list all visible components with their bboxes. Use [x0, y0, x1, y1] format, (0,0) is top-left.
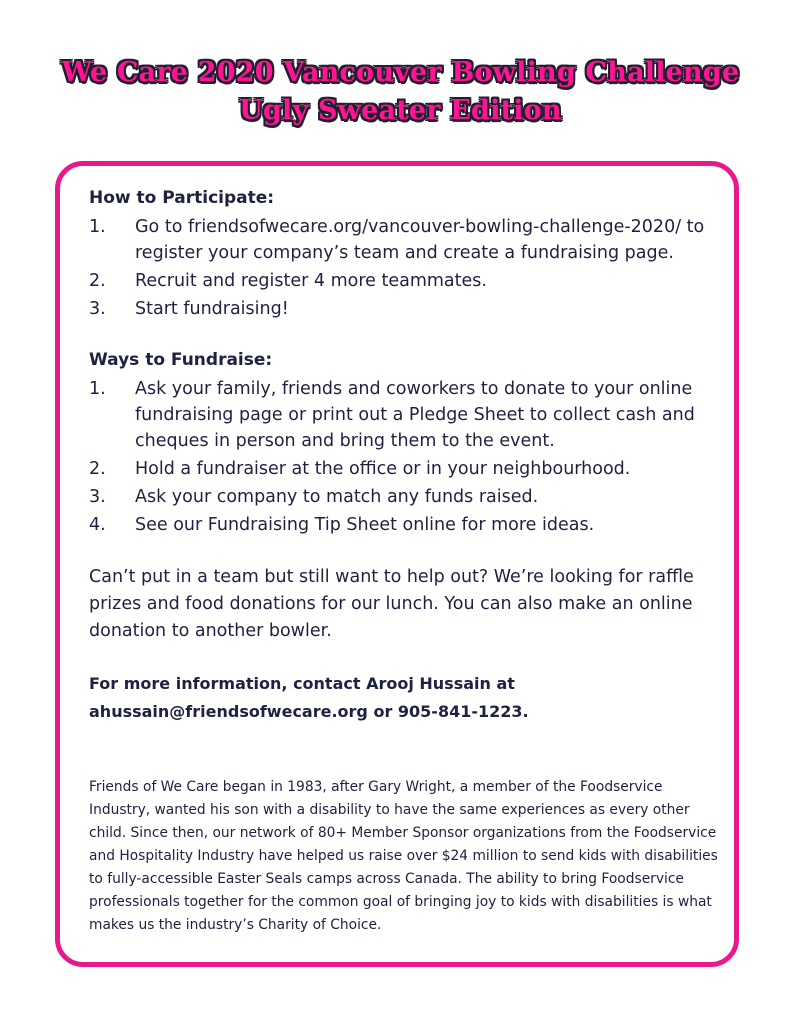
list-item	[89, 214, 719, 266]
list-item-text: Go to friendsofwecare.org/vancouver-bowling-challenge-2020/ to register your company’s team and create a fundraising page.	[135, 217, 705, 263]
participate-list	[89, 214, 719, 322]
list-item-text: Recruit and register 4 more teammates.	[135, 271, 487, 291]
list-item-text: Hold a fundraiser at the office or in your neighbourhood.	[135, 459, 631, 479]
page-title	[0, 54, 801, 130]
list-number: 4.	[89, 515, 106, 535]
info-card-content	[89, 186, 719, 937]
fundraise-heading: Ways to Fundraise:	[89, 350, 273, 370]
list-number: 3.	[89, 299, 106, 319]
list-item	[89, 484, 719, 510]
title-line-2: Ugly Sweater Edition	[239, 95, 562, 126]
contact-info: For more information, contact Arooj Hussain at ahussain@friendsofwecare.org or 905-841-1223.	[89, 674, 529, 721]
list-item-text: Ask your family, friends and coworkers to donate to your online fundraising page or print out a Pledge Sheet to collect cash and cheques in person and bring them to the event.	[135, 379, 695, 451]
fundraise-list	[89, 376, 719, 538]
list-item	[89, 376, 719, 454]
about-paragraph: Friends of We Care began in 1983, after Gary Wright, a member of the Foodservice Industry, wanted his son with a disability to have the same experiences as every other child. Since then, our network of 80+ Member Sponsor organizations from the Foodservice and Hospitality Industry have helped us raise over $24 million to send kids with disabilities to fully-accessible Easter Seals camps across Canada. The ability to bring Foodservice professionals together for the common goal of bringing joy to kids with disabilities is what makes us the industry’s Charity of Choice.	[89, 779, 718, 933]
participate-heading: How to Participate:	[89, 188, 275, 208]
list-item	[89, 512, 719, 538]
help-out-paragraph: Can’t put in a team but still want to help out? We’re looking for raffle prizes and food donations for our lunch. You can also make an online donation to another bowler.	[89, 567, 694, 641]
list-item	[89, 456, 719, 482]
list-item-text: Ask your company to match any funds raised.	[135, 487, 539, 507]
list-item	[89, 268, 719, 294]
list-item	[89, 296, 719, 322]
list-number: 2.	[89, 459, 106, 479]
list-item-text: See our Fundraising Tip Sheet online for more ideas.	[135, 515, 595, 535]
list-number: 1.	[89, 217, 106, 237]
list-number: 2.	[89, 271, 106, 291]
list-item-text: Start fundraising!	[135, 299, 289, 319]
list-number: 3.	[89, 487, 106, 507]
title-line-1: We Care 2020 Vancouver Bowling Challenge	[61, 57, 740, 88]
list-number: 1.	[89, 379, 106, 399]
